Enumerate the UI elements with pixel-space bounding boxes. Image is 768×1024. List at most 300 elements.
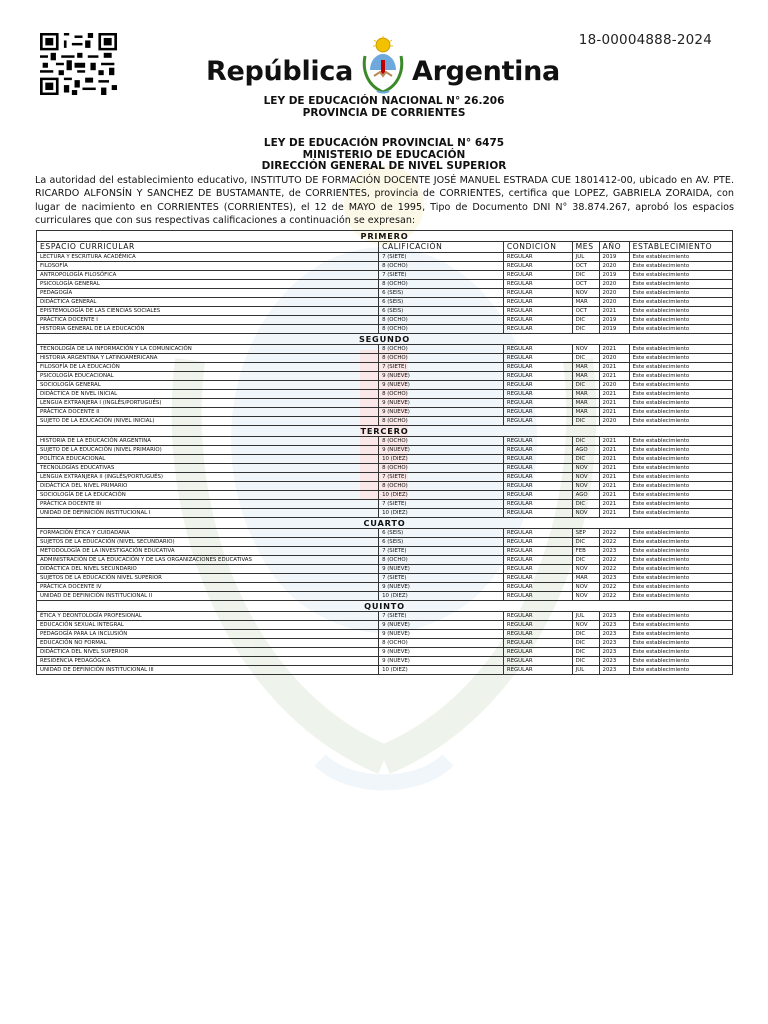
grade-cell: 7 (SIETE) [379, 473, 504, 482]
month-cell: MAR [572, 408, 599, 417]
institution-cell: Este establecimiento [629, 648, 732, 657]
year-cell: 2019 [599, 325, 629, 334]
condition-cell: REGULAR [503, 354, 572, 363]
grade-cell: 7 (SIETE) [379, 547, 504, 556]
grade-cell: 7 (SIETE) [379, 253, 504, 262]
table-row [37, 325, 733, 334]
subject-cell: PRÁCTICA DOCENTE I [37, 316, 379, 325]
subject-cell: TECNOLOGÍA DE LA INFORMACIÓN Y LA COMUNICACIÓN [37, 345, 379, 354]
year-cell: 2022 [599, 538, 629, 547]
grade-cell: 9 (NUEVE) [379, 621, 504, 630]
condition-cell: REGULAR [503, 307, 572, 316]
month-cell: NOV [572, 464, 599, 473]
subject-cell: HISTORIA DE LA EDUCACIÓN ARGENTINA [37, 437, 379, 446]
grade-cell: 10 (DIEZ) [379, 666, 504, 675]
institution-cell: Este establecimiento [629, 399, 732, 408]
condition-cell: REGULAR [503, 547, 572, 556]
year-title: TERCERO [37, 426, 733, 437]
table-row [37, 583, 733, 592]
condition-cell: REGULAR [503, 253, 572, 262]
institution-cell: Este establecimiento [629, 509, 732, 518]
year-cell: 2020 [599, 262, 629, 271]
month-cell: DIC [572, 381, 599, 390]
subject-cell: POLÍTICA EDUCACIONAL [37, 455, 379, 464]
year-cell: 2022 [599, 529, 629, 538]
institution-cell: Este establecimiento [629, 482, 732, 491]
month-cell: JUL [572, 612, 599, 621]
table-row [37, 298, 733, 307]
month-cell: NOV [572, 583, 599, 592]
year-cell: 2019 [599, 253, 629, 262]
year-cell: 2023 [599, 639, 629, 648]
institution-cell: Este establecimiento [629, 630, 732, 639]
grade-cell: 9 (NUEVE) [379, 372, 504, 381]
institution-cell: Este establecimiento [629, 473, 732, 482]
institution-cell: Este establecimiento [629, 446, 732, 455]
condition-cell: REGULAR [503, 538, 572, 547]
table-row [37, 262, 733, 271]
directorate-name: DIRECCIÓN GENERAL DE NIVEL SUPERIOR [261, 160, 507, 172]
grade-cell: 8 (OCHO) [379, 556, 504, 565]
institution-cell: Este establecimiento [629, 592, 732, 601]
institution-cell: Este establecimiento [629, 325, 732, 334]
condition-cell: REGULAR [503, 509, 572, 518]
month-cell: MAR [572, 298, 599, 307]
month-cell: DIC [572, 538, 599, 547]
institution-cell: Este establecimiento [629, 491, 732, 500]
condition-cell: REGULAR [503, 500, 572, 509]
month-cell: NOV [572, 345, 599, 354]
institution-cell: Este establecimiento [629, 556, 732, 565]
grade-cell: 6 (SEIS) [379, 298, 504, 307]
table-row [37, 612, 733, 621]
column-header: CONDICIÓN [503, 242, 572, 253]
grade-cell: 6 (SEIS) [379, 529, 504, 538]
institution-cell: Este establecimiento [629, 621, 732, 630]
grade-cell: 10 (DIEZ) [379, 592, 504, 601]
grade-cell: 9 (NUEVE) [379, 657, 504, 666]
grade-cell: 8 (OCHO) [379, 345, 504, 354]
year-cell: 2022 [599, 565, 629, 574]
condition-cell: REGULAR [503, 648, 572, 657]
condition-cell: REGULAR [503, 417, 572, 426]
condition-cell: REGULAR [503, 482, 572, 491]
subject-cell: LENGUA EXTRANJERA II (INGLÉS/PORTUGUÉS) [37, 473, 379, 482]
month-cell: DIC [572, 630, 599, 639]
year-cell: 2023 [599, 657, 629, 666]
year-title: QUINTO [37, 601, 733, 612]
institution-cell: Este establecimiento [629, 307, 732, 316]
table-row [37, 289, 733, 298]
grade-cell: 10 (DIEZ) [379, 455, 504, 464]
year-title: SEGUNDO [37, 334, 733, 345]
table-row [37, 657, 733, 666]
condition-cell: REGULAR [503, 621, 572, 630]
year-cell: 2021 [599, 482, 629, 491]
subject-cell: SUJETO DE LA EDUCACIÓN (NIVEL PRIMARIO) [37, 446, 379, 455]
month-cell: DIC [572, 556, 599, 565]
table-row [37, 437, 733, 446]
month-cell: OCT [572, 307, 599, 316]
institution-cell: Este establecimiento [629, 316, 732, 325]
table-row [37, 648, 733, 657]
table-row [37, 639, 733, 648]
subject-cell: DIDÁCTICA GENERAL [37, 298, 379, 307]
month-cell: DIC [572, 354, 599, 363]
certification-paragraph: La autoridad del establecimiento educativo, INSTITUTO DE FORMACIÓN DOCENTE JOSÉ MANUEL ESTRADA CUE 1801412-00, ubicado en AV. PTE. RICARDO ALFONSÍN Y SANCHEZ DE BUSTAMANTE, de CORRIENTES, provincia de CORRIENTES, certifica que LOPEZ, GABRIELA ZORAIDA, con lugar de nacimiento en CORRIENTES (CORRIENTES), el 12 de MAYO de 1995, Tipo de Documento DNI N° 38.874.267, aprobó los espacios curriculares que con sus respectivas calificaciones a continuación se expresan: [35, 175, 734, 226]
column-header: ESTABLECIMIENTO [629, 242, 732, 253]
year-cell: 2023 [599, 648, 629, 657]
subject-cell: HISTORIA ARGENTINA Y LATINOAMERICANA [37, 354, 379, 363]
month-cell: DIC [572, 639, 599, 648]
month-cell: DIC [572, 500, 599, 509]
condition-cell: REGULAR [503, 437, 572, 446]
subject-cell: EDUCACIÓN NO FORMAL [37, 639, 379, 648]
subject-cell: FILOSOFÍA DE LA EDUCACIÓN [37, 363, 379, 372]
institution-cell: Este establecimiento [629, 639, 732, 648]
year-cell: 2023 [599, 612, 629, 621]
grade-cell: 10 (DIEZ) [379, 491, 504, 500]
condition-cell: REGULAR [503, 473, 572, 482]
condition-cell: REGULAR [503, 657, 572, 666]
year-cell: 2021 [599, 437, 629, 446]
year-cell: 2020 [599, 298, 629, 307]
institution-cell: Este establecimiento [629, 271, 732, 280]
subject-cell: PSICOLOGÍA GENERAL [37, 280, 379, 289]
institution-cell: Este establecimiento [629, 437, 732, 446]
month-cell: NOV [572, 509, 599, 518]
table-row [37, 253, 733, 262]
table-row [37, 399, 733, 408]
table-row [37, 491, 733, 500]
grade-cell: 9 (NUEVE) [379, 583, 504, 592]
table-row [37, 446, 733, 455]
institution-cell: Este establecimiento [629, 372, 732, 381]
month-cell: NOV [572, 473, 599, 482]
table-row [37, 280, 733, 289]
year-cell: 2021 [599, 473, 629, 482]
year-cell: 2020 [599, 417, 629, 426]
subject-cell: PEDAGOGÍA [37, 289, 379, 298]
condition-cell: REGULAR [503, 280, 572, 289]
grade-cell: 9 (NUEVE) [379, 648, 504, 657]
table-row [37, 345, 733, 354]
condition-cell: REGULAR [503, 262, 572, 271]
condition-cell: REGULAR [503, 399, 572, 408]
grade-cell: 6 (SEIS) [379, 307, 504, 316]
year-cell: 2020 [599, 381, 629, 390]
year-cell: 2023 [599, 666, 629, 675]
subject-cell: FORMACIÓN ÉTICA Y CUIDADANA [37, 529, 379, 538]
subject-cell: DIDÁCTICA DEL NIVEL PRIMARIO [37, 482, 379, 491]
table-row [37, 621, 733, 630]
grade-cell: 7 (SIETE) [379, 500, 504, 509]
subject-cell: ADMINISTRACIÓN DE LA EDUCACIÓN Y DE LAS ORGANIZACIONES EDUCATIVAS [37, 556, 379, 565]
table-row [37, 592, 733, 601]
table-row [37, 500, 733, 509]
subject-cell: LECTURA Y ESCRITURA ACADÉMICA [37, 253, 379, 262]
provincial-law-heading [0, 138, 768, 173]
grade-cell: 9 (NUEVE) [379, 399, 504, 408]
grade-cell: 8 (OCHO) [379, 354, 504, 363]
column-header: AÑO [599, 242, 629, 253]
month-cell: NOV [572, 289, 599, 298]
table-row [37, 316, 733, 325]
month-cell: DIC [572, 271, 599, 280]
month-cell: MAR [572, 390, 599, 399]
subject-cell: FILOSOFÍA [37, 262, 379, 271]
grade-cell: 8 (OCHO) [379, 325, 504, 334]
subject-cell: RESIDENCIA PEDAGÓGICA [37, 657, 379, 666]
institution-cell: Este establecimiento [629, 298, 732, 307]
institution-cell: Este establecimiento [629, 417, 732, 426]
month-cell: OCT [572, 280, 599, 289]
grade-cell: 9 (NUEVE) [379, 565, 504, 574]
year-cell: 2020 [599, 289, 629, 298]
year-header-row [37, 518, 733, 529]
table-row [37, 574, 733, 583]
condition-cell: REGULAR [503, 565, 572, 574]
condition-cell: REGULAR [503, 612, 572, 621]
column-header: CALIFICACIÓN [379, 242, 504, 253]
table-row [37, 529, 733, 538]
institution-cell: Este establecimiento [629, 354, 732, 363]
institution-cell: Este establecimiento [629, 612, 732, 621]
subject-cell: UNIDAD DE DEFINICIÓN INSTITUCIONAL II [37, 592, 379, 601]
table-row [37, 538, 733, 547]
month-cell: DIC [572, 437, 599, 446]
institution-cell: Este establecimiento [629, 253, 732, 262]
year-cell: 2021 [599, 446, 629, 455]
subject-cell: DIDÁCTICA DEL NIVEL SUPERIOR [37, 648, 379, 657]
subject-cell: SUJETOS DE LA EDUCACIÓN (NIVEL SECUNDARIO) [37, 538, 379, 547]
subject-cell: TECNOLOGÍAS EDUCATIVAS [37, 464, 379, 473]
subject-cell: METODOLOGÍA DE LA INVESTIGACIÓN EDUCATIVA [37, 547, 379, 556]
condition-cell: REGULAR [503, 298, 572, 307]
table-row [37, 666, 733, 675]
condition-cell: REGULAR [503, 316, 572, 325]
grade-cell: 6 (SEIS) [379, 289, 504, 298]
table-row [37, 509, 733, 518]
year-cell: 2023 [599, 574, 629, 583]
condition-cell: REGULAR [503, 529, 572, 538]
year-cell: 2021 [599, 399, 629, 408]
month-cell: NOV [572, 565, 599, 574]
subject-cell: SOCIOLOGÍA GENERAL [37, 381, 379, 390]
subject-cell: DIDÁCTICA DE NIVEL INICIAL [37, 390, 379, 399]
subject-cell: PRÁCTICA DOCENTE II [37, 408, 379, 417]
month-cell: DIC [572, 417, 599, 426]
condition-cell: REGULAR [503, 574, 572, 583]
condition-cell: REGULAR [503, 446, 572, 455]
grade-cell: 9 (NUEVE) [379, 630, 504, 639]
institution-cell: Este establecimiento [629, 547, 732, 556]
condition-cell: REGULAR [503, 592, 572, 601]
month-cell: DIC [572, 325, 599, 334]
grade-cell: 7 (SIETE) [379, 271, 504, 280]
year-title: CUARTO [37, 518, 733, 529]
subject-cell: ÉTICA Y DEONTOLOGÍA PROFESIONAL [37, 612, 379, 621]
year-cell: 2021 [599, 408, 629, 417]
institution-cell: Este establecimiento [629, 381, 732, 390]
condition-cell: REGULAR [503, 381, 572, 390]
grade-cell: 9 (NUEVE) [379, 408, 504, 417]
condition-cell: REGULAR [503, 289, 572, 298]
province-name: PROVINCIA DE CORRIENTES [302, 106, 466, 119]
month-cell: NOV [572, 621, 599, 630]
grade-cell: 8 (OCHO) [379, 417, 504, 426]
condition-cell: REGULAR [503, 390, 572, 399]
month-cell: MAR [572, 574, 599, 583]
year-header-row [37, 426, 733, 437]
year-cell: 2023 [599, 621, 629, 630]
institution-cell: Este establecimiento [629, 289, 732, 298]
institution-cell: Este establecimiento [629, 408, 732, 417]
institution-cell: Este establecimiento [629, 363, 732, 372]
year-cell: 2021 [599, 363, 629, 372]
condition-cell: REGULAR [503, 363, 572, 372]
grade-cell: 8 (OCHO) [379, 262, 504, 271]
subject-cell: HISTORIA GENERAL DE LA EDUCACIÓN [37, 325, 379, 334]
institution-cell: Este establecimiento [629, 666, 732, 675]
subject-cell: SUJETO DE LA EDUCACIÓN (NIVEL INICIAL) [37, 417, 379, 426]
grades-table [36, 230, 733, 675]
month-cell: MAR [572, 399, 599, 408]
subject-cell: UNIDAD DE DEFINICIÓN INSTITUCIONAL III [37, 666, 379, 675]
year-cell: 2021 [599, 464, 629, 473]
table-row [37, 307, 733, 316]
column-header-row [37, 242, 733, 253]
year-cell: 2023 [599, 630, 629, 639]
institution-cell: Este establecimiento [629, 280, 732, 289]
condition-cell: REGULAR [503, 639, 572, 648]
grade-cell: 8 (OCHO) [379, 280, 504, 289]
month-cell: DIC [572, 316, 599, 325]
institution-cell: Este establecimiento [629, 390, 732, 399]
month-cell: AGO [572, 446, 599, 455]
month-cell: FEB [572, 547, 599, 556]
month-cell: MAR [572, 363, 599, 372]
subject-cell: EPISTEMOLOGÍA DE LAS CIENCIAS SOCIALES [37, 307, 379, 316]
year-cell: 2022 [599, 556, 629, 565]
grade-cell: 9 (NUEVE) [379, 446, 504, 455]
month-cell: DIC [572, 657, 599, 666]
month-cell: JUL [572, 666, 599, 675]
grade-cell: 6 (SEIS) [379, 538, 504, 547]
condition-cell: REGULAR [503, 556, 572, 565]
brand-right-word: Argentina [412, 56, 560, 87]
institution-cell: Este establecimiento [629, 574, 732, 583]
condition-cell: REGULAR [503, 630, 572, 639]
grade-cell: 8 (OCHO) [379, 390, 504, 399]
year-cell: 2021 [599, 455, 629, 464]
institution-cell: Este establecimiento [629, 464, 732, 473]
table-row [37, 354, 733, 363]
year-cell: 2021 [599, 372, 629, 381]
year-cell: 2022 [599, 583, 629, 592]
table-row [37, 363, 733, 372]
institution-cell: Este establecimiento [629, 500, 732, 509]
condition-cell: REGULAR [503, 372, 572, 381]
table-row [37, 482, 733, 491]
year-cell: 2021 [599, 345, 629, 354]
subject-cell: DIDÁCTICA DEL NIVEL SECUNDARIO [37, 565, 379, 574]
grade-cell: 7 (SIETE) [379, 363, 504, 372]
grade-cell: 8 (OCHO) [379, 482, 504, 491]
condition-cell: REGULAR [503, 464, 572, 473]
grade-cell: 7 (SIETE) [379, 574, 504, 583]
table-row [37, 630, 733, 639]
national-law-title: LEY DE EDUCACIÓN NACIONAL N° 26.206 [263, 95, 505, 107]
table-row [37, 390, 733, 399]
subject-cell: PRÁCTICA DOCENTE III [37, 500, 379, 509]
table-row [37, 547, 733, 556]
national-law-heading [0, 96, 768, 119]
year-cell: 2021 [599, 307, 629, 316]
table-row [37, 417, 733, 426]
table-row [37, 455, 733, 464]
subject-cell: UNIDAD DE DEFINICIÓN INSTITUCIONAL I [37, 509, 379, 518]
grade-cell: 7 (SIETE) [379, 612, 504, 621]
grade-cell: 8 (OCHO) [379, 639, 504, 648]
document-number: 18-00004888-2024 [578, 32, 712, 48]
column-header: ESPACIO CURRICULAR [37, 242, 379, 253]
year-header-row [37, 601, 733, 612]
year-cell: 2020 [599, 354, 629, 363]
condition-cell: REGULAR [503, 408, 572, 417]
table-row [37, 381, 733, 390]
institution-cell: Este establecimiento [629, 538, 732, 547]
national-seal-icon [360, 36, 406, 94]
year-title: PRIMERO [37, 231, 733, 242]
subject-cell: SOCIOLOGÍA DE LA EDUCACIÓN [37, 491, 379, 500]
month-cell: SEP [572, 529, 599, 538]
subject-cell: EDUCACIÓN SEXUAL INTEGRAL [37, 621, 379, 630]
year-cell: 2020 [599, 280, 629, 289]
subject-cell: SUJETOS DE LA EDUCACIÓN NIVEL SUPERIOR [37, 574, 379, 583]
brand-left-word: República [205, 56, 353, 87]
column-header: MES [572, 242, 599, 253]
year-cell: 2022 [599, 592, 629, 601]
table-row [37, 271, 733, 280]
table-row [37, 464, 733, 473]
month-cell: MAR [572, 372, 599, 381]
month-cell: DIC [572, 455, 599, 464]
year-cell: 2021 [599, 500, 629, 509]
institution-cell: Este establecimiento [629, 657, 732, 666]
year-cell: 2021 [599, 390, 629, 399]
condition-cell: REGULAR [503, 455, 572, 464]
condition-cell: REGULAR [503, 325, 572, 334]
year-cell: 2023 [599, 547, 629, 556]
table-row [37, 565, 733, 574]
institution-cell: Este establecimiento [629, 565, 732, 574]
institution-cell: Este establecimiento [629, 345, 732, 354]
year-header-row [37, 231, 733, 242]
month-cell: NOV [572, 482, 599, 491]
institution-cell: Este establecimiento [629, 583, 732, 592]
grade-cell: 8 (OCHO) [379, 464, 504, 473]
condition-cell: REGULAR [503, 271, 572, 280]
institution-cell: Este establecimiento [629, 262, 732, 271]
year-cell: 2021 [599, 509, 629, 518]
provincial-law-title: LEY DE EDUCACIÓN PROVINCIAL N° 6475 [263, 137, 505, 149]
condition-cell: REGULAR [503, 666, 572, 675]
condition-cell: REGULAR [503, 583, 572, 592]
table-row [37, 408, 733, 417]
institution-cell: Este establecimiento [629, 455, 732, 464]
ministry-name: MINISTERIO DE EDUCACIÓN [302, 148, 466, 161]
